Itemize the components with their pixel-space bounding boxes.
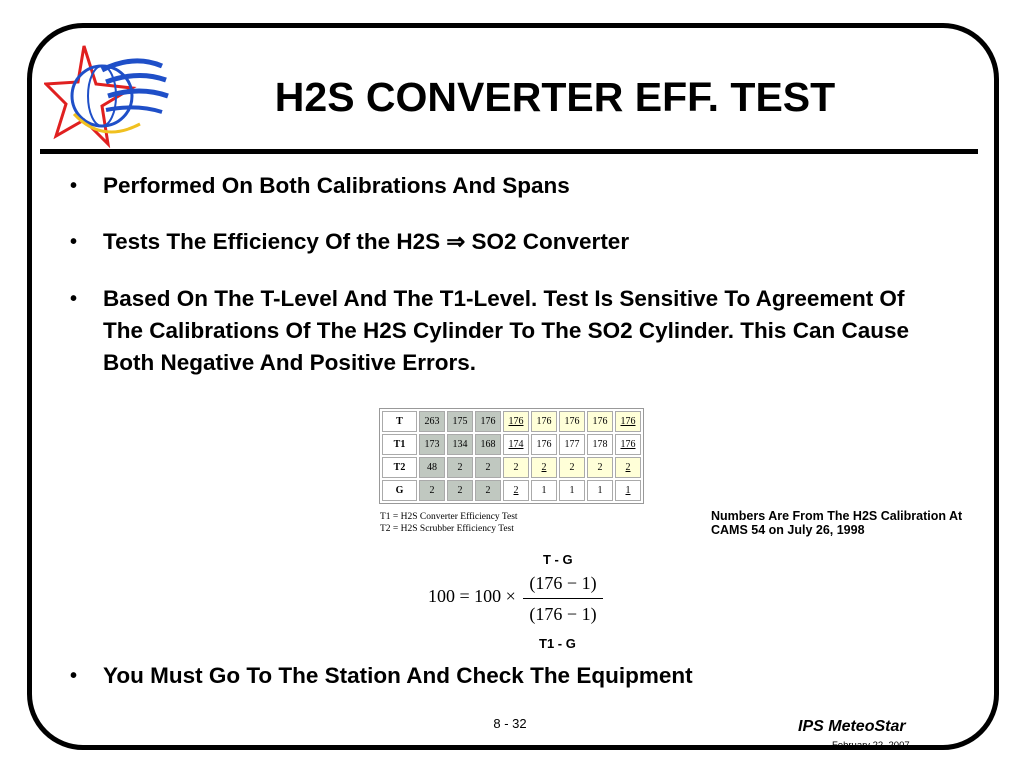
table-cell: 2 <box>559 457 585 478</box>
table-cell: 176 <box>587 411 613 432</box>
table-row <box>382 411 641 432</box>
formula-numerator: (176 − 1) <box>529 573 597 593</box>
table-cell: 178 <box>587 434 613 455</box>
table-cell: 174 <box>503 434 529 455</box>
data-source-note: Numbers Are From The H2S Calibration At CAMS 54 on July 26, 1998 <box>711 509 963 537</box>
table-cell: 1 <box>615 480 641 501</box>
bullet-text: Tests The Efficiency Of the H2S ⇒ SO2 Converter <box>103 229 630 254</box>
row-header: T2 <box>382 457 417 478</box>
table-cell: 176 <box>615 411 641 432</box>
table-cell: 2 <box>615 457 641 478</box>
table-cell: 2 <box>503 480 529 501</box>
footer-date: February 22, 2007 <box>832 740 910 751</box>
table-cell: 176 <box>475 411 501 432</box>
formula-lhs: 100 = 100 × <box>428 586 516 606</box>
title-divider <box>40 149 978 154</box>
table-row <box>382 434 641 455</box>
bullet-text: You Must Go To The Station And Check The Equipment <box>103 663 693 688</box>
table-legend-line: T1 = H2S Converter Efficiency Test <box>380 512 518 522</box>
table-cell: 2 <box>447 457 473 478</box>
row-header: T <box>382 411 417 432</box>
bullet-text: Based On The T-Level And The T1-Level. Test Is Sensitive To Agreement Of The Calibrations Of The H2S Cylinder To The SO2 Cylinder. This Can Cause Both Negative And Positive Errors. <box>103 286 909 375</box>
table-cell: 2 <box>587 457 613 478</box>
table-cell: 2 <box>419 480 445 501</box>
table-cell: 173 <box>419 434 445 455</box>
calibration-table <box>379 408 644 504</box>
table-cell: 2 <box>475 457 501 478</box>
slide-title: H2S CONVERTER EFF. TEST <box>274 74 836 120</box>
efficiency-formula <box>410 548 660 658</box>
row-header: T1 <box>382 434 417 455</box>
table-cell: 168 <box>475 434 501 455</box>
table-cell: 175 <box>447 411 473 432</box>
table-cell: 176 <box>531 411 557 432</box>
row-header: G <box>382 480 417 501</box>
table-cell: 134 <box>447 434 473 455</box>
table-cell: 177 <box>559 434 585 455</box>
bullet-marker: • <box>70 175 78 197</box>
table-cell: 2 <box>475 480 501 501</box>
table-cell: 2 <box>447 480 473 501</box>
table-cell: 1 <box>587 480 613 501</box>
table-cell: 176 <box>503 411 529 432</box>
table-cell: 2 <box>503 457 529 478</box>
table-cell: 263 <box>419 411 445 432</box>
meteostar-logo-icon <box>44 44 172 148</box>
fraction-bar <box>523 598 603 599</box>
formula-bottom-label: T1 - G <box>539 636 576 651</box>
table-row <box>382 480 641 501</box>
table-row <box>382 457 641 478</box>
bullet-marker: • <box>70 288 78 310</box>
table-cell: 48 <box>419 457 445 478</box>
formula-top-label: T - G <box>543 552 573 567</box>
table-cell: 1 <box>559 480 585 501</box>
formula-denominator: (176 − 1) <box>529 604 597 624</box>
bullet-marker: • <box>70 231 78 253</box>
table-cell: 176 <box>559 411 585 432</box>
table-cell: 1 <box>531 480 557 501</box>
bullet-marker: • <box>70 665 78 687</box>
table-cell: 176 <box>615 434 641 455</box>
page-number: 8 - 32 <box>493 716 527 731</box>
table-cell: 2 <box>531 457 557 478</box>
table-legend-line: T2 = H2S Scrubber Efficiency Test <box>380 524 514 534</box>
formula-fraction <box>523 570 603 627</box>
table-cell: 176 <box>531 434 557 455</box>
brand-name: IPS MeteoStar <box>798 718 906 735</box>
bullet-text: Performed On Both Calibrations And Spans <box>103 173 570 198</box>
